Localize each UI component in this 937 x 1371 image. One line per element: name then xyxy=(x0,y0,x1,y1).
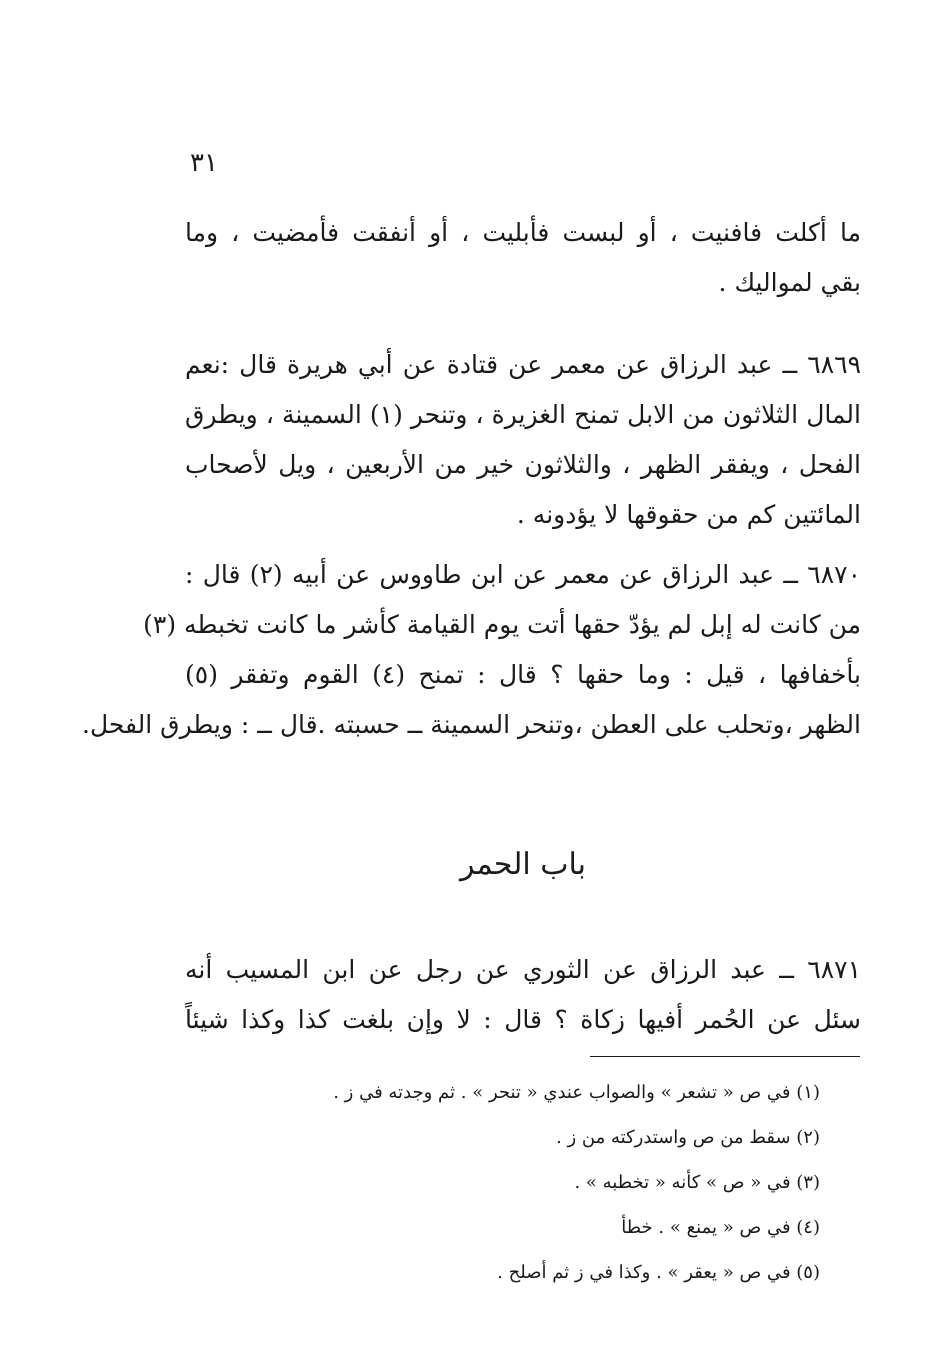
text-line: من كانت له إبل لم يؤدّ حقها أتت يوم القيامة كأشر ما كانت تخبطه (٣) xyxy=(143,610,861,639)
text-line: ٦٨٦٩ ــ عبد الرزاق عن معمر عن قتادة عن أبي هريرة قال :نعم xyxy=(185,350,861,379)
hadith-6871 xyxy=(185,945,861,1045)
text-line: سئل عن الحُمر أفيها زكاة ؟ قال : لا وإن بلغت كذا وكذا شيئاً xyxy=(185,1005,861,1034)
text-line: الفحل ، ويفقر الظهر ، والثلاثون خير من الأربعين ، ويل لأصحاب xyxy=(185,450,861,479)
footnotes xyxy=(185,1070,820,1295)
text-line: بأخفافها ، قيل : وما حقها ؟ قال : تمنح (٤) القوم وتفقر (٥) xyxy=(185,660,861,689)
section-heading: باب الحمر xyxy=(459,847,586,882)
footnote: (٢) سقط من ص واستدركته من ز . xyxy=(556,1127,820,1148)
text-line: المال الثلاثون من الابل تمنح الغزيرة ، وتنحر (١) السمينة ، ويطرق xyxy=(185,400,861,429)
hadith-6869 xyxy=(185,340,861,540)
text-line: المائتين كم من حقوقها لا يؤدونه . xyxy=(516,500,861,529)
footnote-divider xyxy=(590,1056,860,1057)
hadith-6870 xyxy=(82,550,861,750)
intro-paragraph xyxy=(185,208,861,308)
footnote: (٣) في « ص » كأنه « تخطبه » . xyxy=(574,1172,820,1193)
text-line: ٦٨٧١ ــ عبد الرزاق عن الثوري عن رجل عن ابن المسيب أنه xyxy=(185,955,861,984)
text-line: ما أكلت فافنيت ، أو لبست فأبليت ، أو أنفقت فأمضيت ، وما xyxy=(185,218,861,247)
page-number: ٣١ xyxy=(190,148,218,178)
text-line: الظهر ،وتحلب على العطن ،وتنحر السمينة ــ حسبته .قال ــ : ويطرق الفحل. xyxy=(82,710,861,739)
footnote: (٤) في ص « يمنع » . خطأ xyxy=(621,1217,820,1238)
text-line: ٦٨٧٠ ــ عبد الرزاق عن معمر عن ابن طاووس عن أبيه (٢) قال : xyxy=(185,560,861,589)
text-line: بقي لمواليك . xyxy=(718,268,861,297)
footnote: (١) في ص « تشعر » والصواب عندي « تنحر » . ثم وجدته في ز . xyxy=(333,1082,820,1103)
footnote: (٥) في ص « يعقر » . وكذا في ز ثم أصلح . xyxy=(497,1262,820,1283)
